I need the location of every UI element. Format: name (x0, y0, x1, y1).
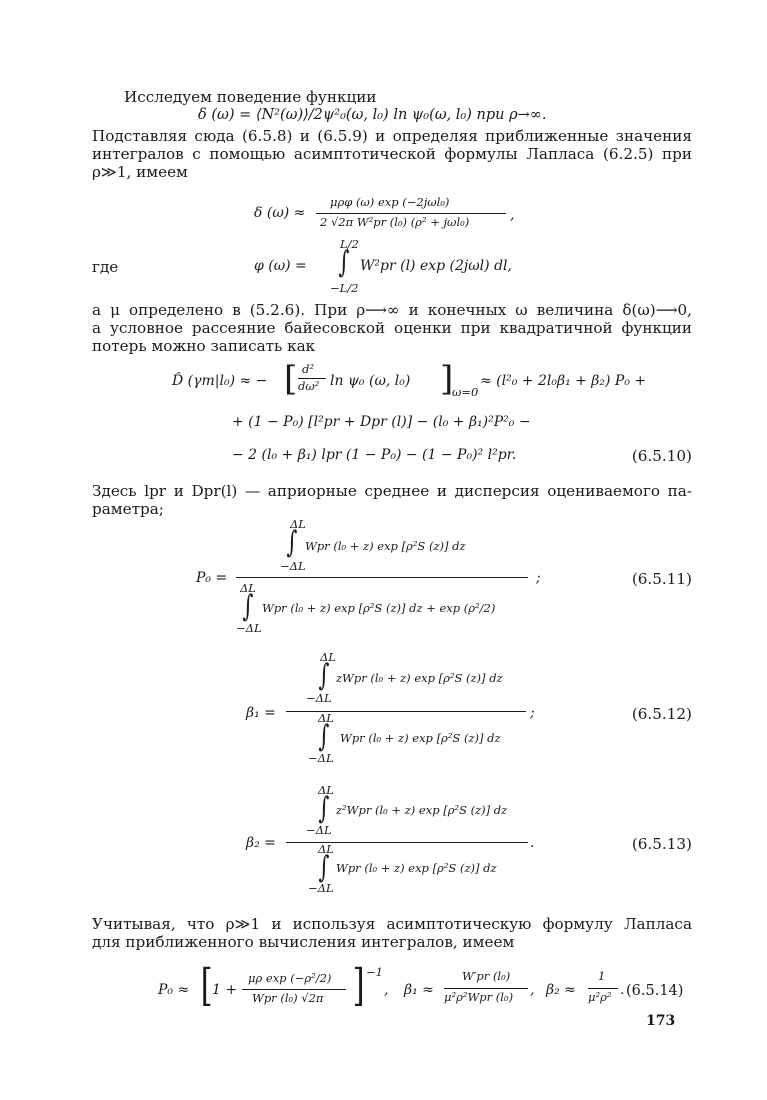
deriv-denominator: dω² (298, 379, 320, 393)
eq-phi-lhs: φ (ω) = (254, 258, 307, 274)
equation-number: (6.5.13) (631, 835, 692, 853)
integral-upper-limit: ΔL (290, 517, 306, 531)
eq-delta-denominator: 2 √2π W²pr (l₀) (ρ² + jωl₀) (320, 215, 470, 229)
eq-6511-denominator: Wpr (l₀ + z) exp [ρ²S (z)] dz + exp (ρ²/2) (262, 601, 496, 615)
integral-lower-limit: −ΔL (236, 621, 262, 635)
fraction-bar (236, 577, 528, 578)
integral-upper-limit: ΔL (318, 711, 334, 725)
eq-6514-one: 1 + (212, 982, 238, 998)
eq-6514-b2-lhs: β₂ ≈ (546, 982, 576, 998)
eq-6513-tail: . (530, 835, 535, 851)
eq-6514-b1-lhs: β₁ ≈ (404, 982, 434, 998)
para4-line2: для приближенного вычисления интегралов, имеем (92, 933, 515, 951)
eq-6514-b2-denominator: μ²ρ² (588, 990, 612, 1004)
page-number: 173 (646, 1013, 676, 1029)
period: . (620, 982, 625, 998)
integral-lower-limit: −ΔL (280, 559, 306, 573)
eq-delta-lhs: δ (ω) ≈ (254, 205, 306, 221)
where-word: где (92, 258, 119, 276)
comma: , (530, 982, 535, 998)
para3-line2: раметра; (92, 500, 164, 518)
eq-delta-tail: , (510, 207, 515, 223)
eq-6510-subscript: ω=0 (452, 385, 479, 399)
fraction-bar (316, 213, 506, 214)
integral-lower-limit: −ΔL (306, 691, 332, 705)
integral-upper-limit: ΔL (240, 581, 256, 595)
para1-line2: интегралов с помощью асимптотической формулы Лапласа (6.2.5) при (92, 145, 692, 163)
integral-upper-limit: ΔL (318, 842, 334, 856)
equation-number: (6.5.10) (631, 447, 692, 465)
integral-sign: ∫ (318, 658, 330, 693)
intro-line: Исследуем поведение функции (124, 88, 377, 106)
eq-6512-lhs: β₁ = (246, 705, 276, 721)
right-bracket: ] (352, 960, 365, 1011)
para2-line3: потерь можно записать как (92, 337, 316, 355)
eq-6510-rhs: ≈ (l²₀ + 2l₀β₁ + β₂) P₀ + (480, 373, 647, 389)
integral-sign: ∫ (338, 245, 350, 280)
eq-6510-ln: ln ψ₀ (ω, l₀) (330, 373, 411, 389)
eq-6514-p0-numerator: μρ exp (−ρ²/2) (248, 971, 332, 985)
eq-6514-exponent: −1 (366, 965, 383, 979)
left-bracket: [ (200, 960, 213, 1011)
right-bracket: ] (440, 359, 454, 399)
eq-6513-lhs: β₂ = (246, 835, 276, 851)
fraction-bar (588, 988, 618, 989)
para3-line1: Здесь lpr и Dpr(l) — априорные среднее и дисперсия оцениваемого па- (92, 482, 692, 500)
integral-upper-limit: ΔL (320, 650, 336, 664)
integral-lower-limit: −ΔL (308, 751, 334, 765)
eq-6514-p0-lhs: P₀ ≈ (158, 982, 190, 998)
integral-upper-limit: ΔL (318, 783, 334, 797)
eq-6514-b1-numerator: W′pr (l₀) (462, 969, 511, 983)
eq-6513-denominator: Wpr (l₀ + z) exp [ρ²S (z)] dz (336, 861, 497, 875)
integral-sign: ∫ (318, 719, 330, 754)
eq-6510-lhs: D̂ (γm|l₀) ≈ − (172, 373, 268, 389)
eq-6512-denominator: Wpr (l₀ + z) exp [ρ²S (z)] dz (340, 731, 501, 745)
equation-number: (6.5.14) (626, 983, 684, 999)
eq-6511-lhs: P₀ = (196, 570, 228, 586)
para1-line1: Подставляя сюда (6.5.8) и (6.5.9) и определяя приближенные значения (92, 127, 692, 145)
eq-6510-line3: − 2 (l₀ + β₁) lpr (1 − P₀) − (1 − P₀)² l²pr. (232, 447, 517, 463)
integral-upper-limit: L/2 (340, 237, 359, 251)
eq-6511-numerator: Wpr (l₀ + z) exp [ρ²S (z)] dz (305, 539, 466, 553)
para2-line2: а условное рассеяние байесовской оценки при квадратичной функции (92, 319, 692, 337)
eq-6510-line2: + (1 − P₀) [l²pr + Dpr (l)] − (l₀ + β₁)²P²₀ − (232, 414, 531, 430)
integral-lower-limit: −ΔL (306, 823, 332, 837)
integral-sign: ∫ (242, 589, 254, 624)
eq-delta-numerator: μρφ (ω) exp (−2jωl₀) (330, 195, 450, 209)
para4-line1: Учитывая, что ρ≫1 и используя асимптотическую формулу Лапласа (92, 915, 692, 933)
integral-lower-limit: −L/2 (330, 281, 359, 295)
integral-sign: ∫ (286, 525, 298, 560)
eq-6511-tail: ; (536, 570, 541, 586)
eq-6512-tail: ; (530, 705, 535, 721)
equation-number: (6.5.11) (631, 570, 692, 588)
left-bracket: [ (284, 359, 298, 399)
eq-6512-numerator: zWpr (l₀ + z) exp [ρ²S (z)] dz (336, 671, 503, 685)
fraction-bar (444, 988, 528, 989)
integral-sign: ∫ (318, 850, 330, 885)
equation-number: (6.5.12) (631, 705, 692, 723)
deriv-numerator: d² (302, 362, 314, 376)
integral-sign: ∫ (318, 791, 330, 826)
para1-line3: ρ≫1, имеем (92, 163, 188, 181)
eq-phi-integrand: W²pr (l) exp (2jωl) dl, (360, 258, 512, 274)
para2-line1: а μ определено в (5.2.6). При ρ⟶∞ и конечных ω величина δ(ω)⟶0, (92, 301, 692, 319)
integral-lower-limit: −ΔL (308, 881, 334, 895)
eq-6514-b1-denominator: μ²ρ²Wpr (l₀) (444, 990, 514, 1004)
delta-definition: δ (ω) = ⟨N²(ω)⟩/2ψ²₀(ω, l₀) ln ψ₀(ω, l₀) при ρ→∞. (198, 107, 547, 123)
eq-6514-p0-denominator: Wpr (l₀) √2π (252, 991, 324, 1005)
eq-6514-b2-numerator: 1 (598, 969, 606, 983)
eq-6513-numerator: z²Wpr (l₀ + z) exp [ρ²S (z)] dz (336, 803, 508, 817)
fraction-bar (242, 989, 346, 990)
comma: , (384, 982, 389, 998)
